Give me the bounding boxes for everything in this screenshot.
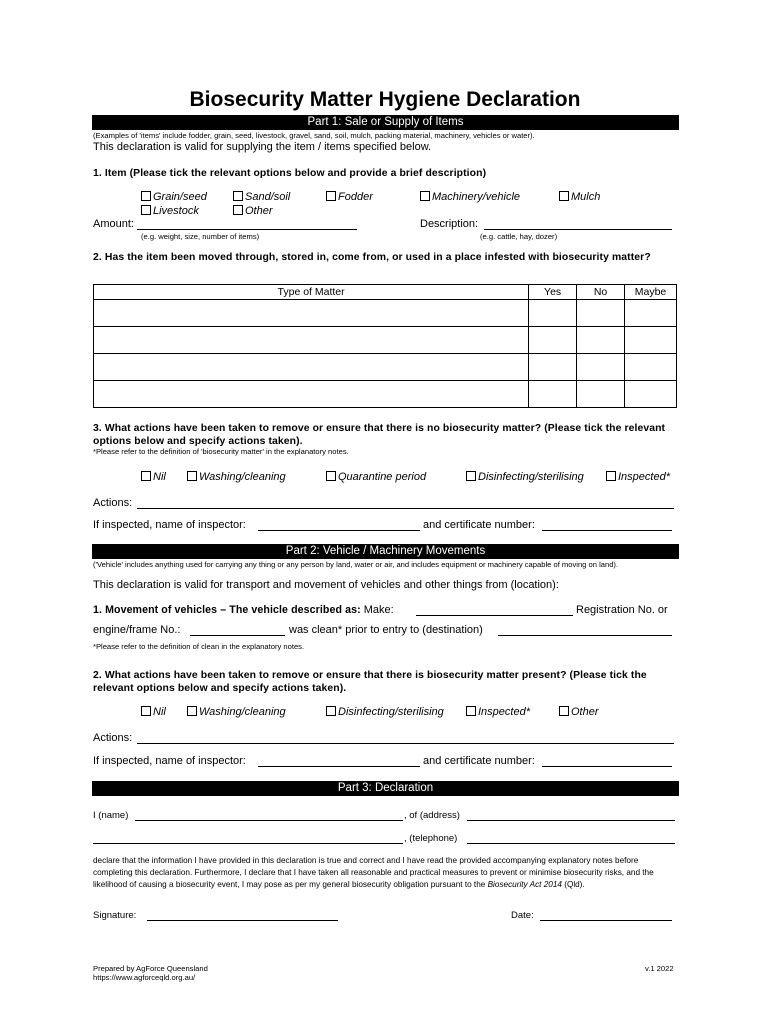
checkbox-washing-cleaning-part2[interactable]: Washing/cleaning xyxy=(187,706,286,718)
biosecurity-matter-note: *Please refer to the definition of 'biosecurity matter' in the explanatory notes. xyxy=(93,447,349,456)
checkbox-icon xyxy=(187,706,197,716)
part2-validity-text: This declaration is valid for transport and movement of vehicles and other things from (location): xyxy=(93,579,559,591)
engine-frame-field[interactable] xyxy=(190,625,285,636)
checkbox-fodder[interactable]: Fodder xyxy=(326,191,373,203)
header-maybe: Maybe xyxy=(625,285,677,300)
address-field[interactable] xyxy=(467,810,675,821)
checkbox-icon xyxy=(141,205,151,215)
yes-cell[interactable] xyxy=(529,327,577,354)
version-label: v.1 2022 xyxy=(645,964,674,973)
part1-question-3: 3. What actions have been taken to remove or ensure that there is no biosecurity matter? (Please tick the relevant options below and specify actions taken). xyxy=(93,423,666,447)
no-cell[interactable] xyxy=(577,381,625,408)
part3-header: Part 3: Declaration xyxy=(92,781,679,796)
header-no: No xyxy=(577,285,625,300)
amount-field[interactable] xyxy=(137,219,357,230)
checkbox-icon xyxy=(326,191,336,201)
checkbox-icon xyxy=(559,706,569,716)
amount-label: Amount: xyxy=(93,218,134,230)
telephone-label: , (telephone) xyxy=(404,833,458,844)
table-row xyxy=(94,327,677,354)
date-field[interactable] xyxy=(540,910,672,921)
part2-header: Part 2: Vehicle / Machinery Movements xyxy=(92,544,679,559)
part1-header: Part 1: Sale or Supply of Items xyxy=(92,115,679,130)
checkbox-icon xyxy=(466,471,476,481)
table-row xyxy=(94,381,677,408)
checkbox-icon xyxy=(233,205,243,215)
checkbox-icon xyxy=(559,191,569,201)
no-cell[interactable] xyxy=(577,354,625,381)
checkbox-nil-part2[interactable]: Nil xyxy=(141,706,166,718)
checkbox-sand-soil[interactable]: Sand/soil xyxy=(233,191,290,203)
maybe-cell[interactable] xyxy=(625,327,677,354)
inspector-name-field-part2[interactable] xyxy=(258,756,420,767)
yes-cell[interactable] xyxy=(529,381,577,408)
description-label: Description: xyxy=(420,218,479,230)
date-label: Date: xyxy=(511,910,534,921)
actions-field[interactable] xyxy=(137,498,674,509)
checkbox-disinfecting-sterilising[interactable]: Disinfecting/sterilising xyxy=(466,471,584,483)
part2-question-2: 2. What actions have been taken to remove or ensure that there is biosecurity matter present? (Please tick the relevant options below and specify actions taken). xyxy=(93,670,647,694)
document-title: Biosecurity Matter Hygiene Declaration xyxy=(189,88,581,111)
vehicle-movement-line xyxy=(93,604,394,616)
yes-cell[interactable] xyxy=(529,300,577,327)
name-label: I (name) xyxy=(93,810,129,821)
registration-label: Registration No. or xyxy=(576,604,668,616)
checkbox-icon xyxy=(326,471,336,481)
checkbox-machinery-vehicle[interactable]: Machinery/vehicle xyxy=(420,191,520,203)
checkbox-icon xyxy=(141,191,151,201)
certificate-number-field-part2[interactable] xyxy=(542,756,672,767)
make-field[interactable] xyxy=(416,605,573,616)
vehicle-definition-note: ('Vehicle' includes anything used for carrying any thing or any person by land, water or air, and includes equipment or machinery capable of moving on land). xyxy=(93,560,619,569)
address-continued-field[interactable] xyxy=(93,833,403,844)
matter-table xyxy=(93,284,677,408)
matter-type-cell[interactable] xyxy=(94,300,529,327)
checkbox-nil[interactable]: Nil xyxy=(141,471,166,483)
inspector-name-field[interactable] xyxy=(258,520,420,531)
checkbox-icon xyxy=(420,191,430,201)
checkbox-inspected[interactable]: Inspected* xyxy=(606,471,670,483)
checkbox-inspected-part2[interactable]: Inspected* xyxy=(466,706,530,718)
agforce-url[interactable]: https://www.agforceqld.org.au/ xyxy=(93,973,196,982)
no-cell[interactable] xyxy=(577,327,625,354)
header-yes: Yes xyxy=(529,285,577,300)
actions-field-part2[interactable] xyxy=(137,733,674,744)
part1-validity-text: This declaration is valid for supplying the item / items specified below. xyxy=(93,141,432,153)
matter-type-cell[interactable] xyxy=(94,381,529,408)
maybe-cell[interactable] xyxy=(625,354,677,381)
checkbox-disinfecting-sterilising-part2[interactable]: Disinfecting/sterilising xyxy=(326,706,444,718)
maybe-cell[interactable] xyxy=(625,381,677,408)
checkbox-icon xyxy=(606,471,616,481)
inspector-label-part2: If inspected, name of inspector: xyxy=(93,755,246,767)
clean-prior-label: was clean* prior to entry to (destination) xyxy=(289,624,483,636)
engine-frame-label: engine/frame No.: xyxy=(93,624,181,636)
clean-definition-note: *Please refer to the definition of clean in the explanatory notes. xyxy=(93,642,305,651)
address-label: , of (address) xyxy=(404,810,460,821)
telephone-field[interactable] xyxy=(467,833,675,844)
name-field[interactable] xyxy=(135,810,403,821)
maybe-cell[interactable] xyxy=(625,300,677,327)
inspector-label: If inspected, name of inspector: xyxy=(93,519,246,531)
matter-type-cell[interactable] xyxy=(94,354,529,381)
checkbox-icon xyxy=(187,471,197,481)
checkbox-washing-cleaning[interactable]: Washing/cleaning xyxy=(187,471,286,483)
part2-question-1: 1. Movement of vehicles – The vehicle described as: xyxy=(93,604,361,616)
table-row xyxy=(94,354,677,381)
no-cell[interactable] xyxy=(577,300,625,327)
description-hint: (e.g. cattle, hay, dozer) xyxy=(480,232,558,241)
yes-cell[interactable] xyxy=(529,354,577,381)
make-label: Make: xyxy=(363,604,394,616)
destination-field[interactable] xyxy=(498,625,672,636)
actions-label: Actions: xyxy=(93,497,133,509)
certificate-label: and certificate number: xyxy=(423,519,535,531)
header-type-of-matter: Type of Matter xyxy=(94,285,529,300)
signature-label: Signature: xyxy=(93,910,137,921)
checkbox-other-part2[interactable]: Other xyxy=(559,706,599,718)
description-field[interactable] xyxy=(484,219,672,230)
signature-field[interactable] xyxy=(147,910,338,921)
matter-type-cell[interactable] xyxy=(94,327,529,354)
checkbox-livestock[interactable]: Livestock xyxy=(141,205,199,217)
certificate-label-part2: and certificate number: xyxy=(423,755,535,767)
checkbox-icon xyxy=(233,191,243,201)
checkbox-quarantine-period[interactable]: Quarantine period xyxy=(326,471,426,483)
certificate-number-field[interactable] xyxy=(542,520,672,531)
act-name: Biosecurity Act 2014 xyxy=(487,880,562,889)
prepared-by: Prepared by AgForce Queensland xyxy=(93,964,208,973)
table-row xyxy=(94,300,677,327)
checkbox-other[interactable]: Other xyxy=(233,205,273,217)
checkbox-icon xyxy=(326,706,336,716)
amount-hint: (e.g. weight, size, number of items) xyxy=(141,232,260,241)
checkbox-grain-seed[interactable]: Grain/seed xyxy=(141,191,207,203)
part1-question-1: 1. Item (Please tick the relevant options below and provide a brief description) xyxy=(93,168,487,179)
checkbox-icon xyxy=(141,471,151,481)
part1-question-2: 2. Has the item been moved through, stored in, come from, or used in a place infested with biosecurity matter? xyxy=(93,252,651,263)
checkbox-icon xyxy=(466,706,476,716)
items-examples-note: (Examples of 'items' include fodder, grain, seed, livestock, gravel, sand, soil, mulch, packing material, machinery, vehicles or water). xyxy=(93,131,535,140)
checkbox-mulch[interactable]: Mulch xyxy=(559,191,600,203)
declaration-paragraph: declare that the information I have provided in this declaration is true and correct and I have read the provided accompanying explanatory notes before completing this declaration. Furthermore, I declare that I have taken all reasonable and practical measures to prevent or minimise biosecurity risks, and the likelihood of causing a biosecurity event, I may pose as per my general biosecurity obligation pursuant to the Biosecurity Act 2014 (Qld). xyxy=(93,856,654,889)
actions-label-part2: Actions: xyxy=(93,732,133,744)
checkbox-icon xyxy=(141,706,151,716)
